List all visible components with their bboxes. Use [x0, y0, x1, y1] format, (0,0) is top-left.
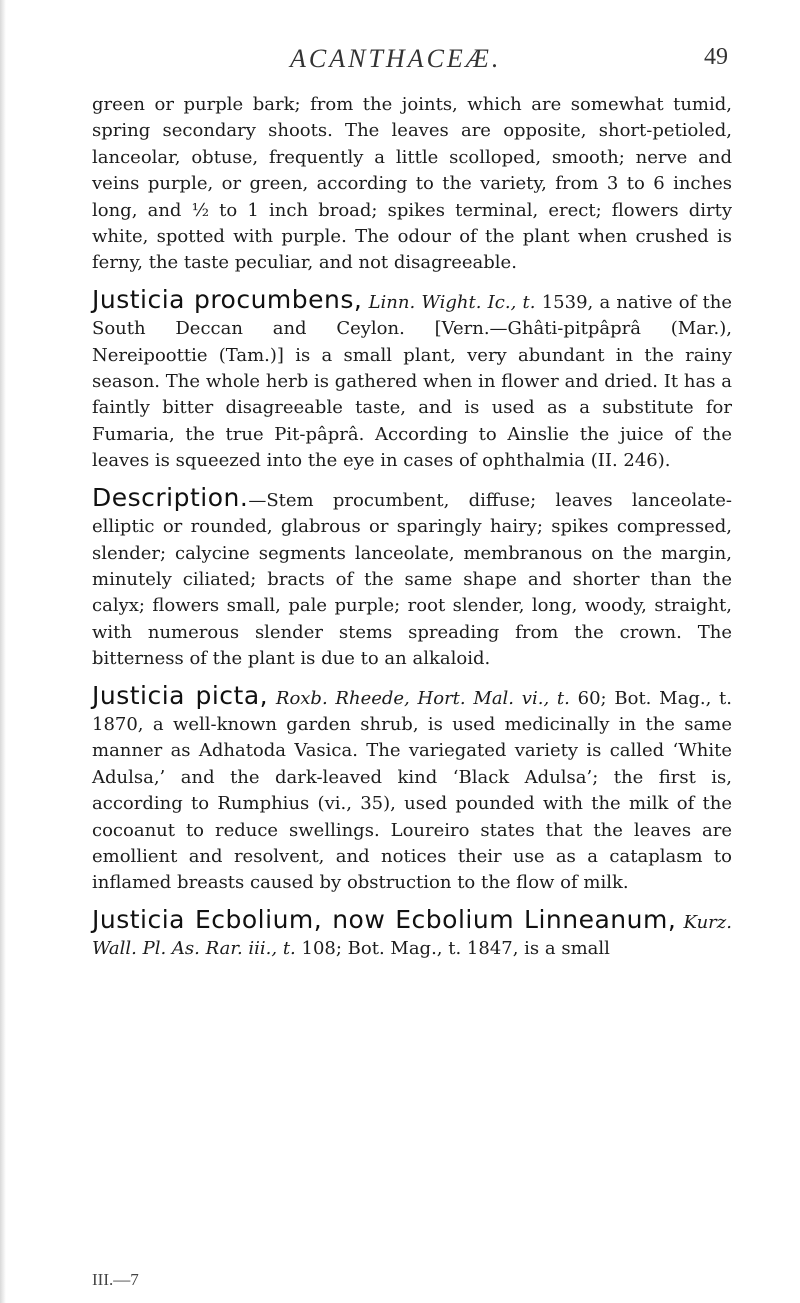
- paragraph-justicia-ecbolium: [92, 904, 732, 963]
- species-heading: Justicia picta,: [92, 680, 269, 710]
- paragraph-justicia-procumbens: [92, 284, 732, 475]
- body-text: [92, 92, 732, 973]
- paragraph-bark-description: [92, 92, 732, 277]
- section-heading: Description.: [92, 482, 249, 512]
- paragraph-text: —Stem procumbent, diffuse; leaves lanceolate-elliptic or rounded, glabrous or sparingly hairy; spikes compressed, slender; calycine segments lanceolate, membranous on the margin, minutely ciliated; bracts of the same shape and shorter than the calyx; flowers small, pale purple; root slender, long, woody, straight, with numerous slender stems spreading from the crown. The bitterness of the plant is due to an alkaloid.: [92, 489, 732, 670]
- page-number: 49: [704, 44, 728, 70]
- species-reference: Kurz. Wall. Pl. As. Rar. iii., t.: [92, 911, 732, 960]
- species-heading: Justicia procumbens,: [92, 284, 363, 314]
- species-heading: Justicia Ecbolium,: [92, 904, 323, 934]
- species-reference: Linn. Wight. Ic., t.: [362, 291, 536, 313]
- running-head: [0, 44, 800, 80]
- species-reference: Roxb. Rheede, Hort. Mal. vi., t.: [268, 687, 570, 709]
- paragraph-description: [92, 482, 732, 673]
- paragraph-text: 1539, a native of the South Deccan and Ceylon. [Vern.—Ghâti-pitpâprâ (Mar.), Nereipoottie (Tam.)] is a small plant, very abundant in the rainy season. The whole herb is gathered when in flower and dried. It has a faintly bitter disagreeable taste, and is used as a substitute for Fumaria, the true Pit-pâprâ. According to Ainslie the juice of the leaves is squeezed into the eye in cases of ophthalmia (II. 246).: [92, 291, 732, 472]
- species-synonym-heading: now Ecbolium Linneanum,: [322, 904, 677, 934]
- page-edge-shadow: [0, 0, 6, 1303]
- running-title: ACANTHACEÆ.: [290, 44, 502, 73]
- paragraph-text: 108; Bot. Mag., t. 1847, is a small: [295, 938, 610, 960]
- signature-mark: III.—7: [92, 1270, 139, 1289]
- paragraph-text: 60; Bot. Mag., t. 1870, a well-known garden shrub, is used medicinally in the same manner as Adhatoda Vasica. The variegated variety is called ‘White Adulsa,’ and the dark-leaved kind ‘Black Adulsa’; the first is, according to Rumphius (vi., 35), used pounded with the milk of the cocoanut to reduce swellings. Loureiro states that the leaves are emollient and resolvent, and notices their use as a cataplasm to inflamed breasts caused by obstruction to the flow of milk.: [92, 687, 733, 894]
- paragraph-text: green or purple bark; from the joints, which are somewhat tumid, spring secondary shoots. The leaves are opposite, short-petioled, lanceolar, obtuse, frequently a little scolloped, smooth; nerve and veins purple, or green, according to the variety, from 3 to 6 inches long, and ½ to 1 inch broad; spikes terminal, erect; flowers dirty white, spotted with purple. The odour of the plant when crushed is ferny, the taste peculiar, and not disagreeable.: [92, 94, 732, 274]
- paragraph-justicia-picta: [92, 680, 733, 897]
